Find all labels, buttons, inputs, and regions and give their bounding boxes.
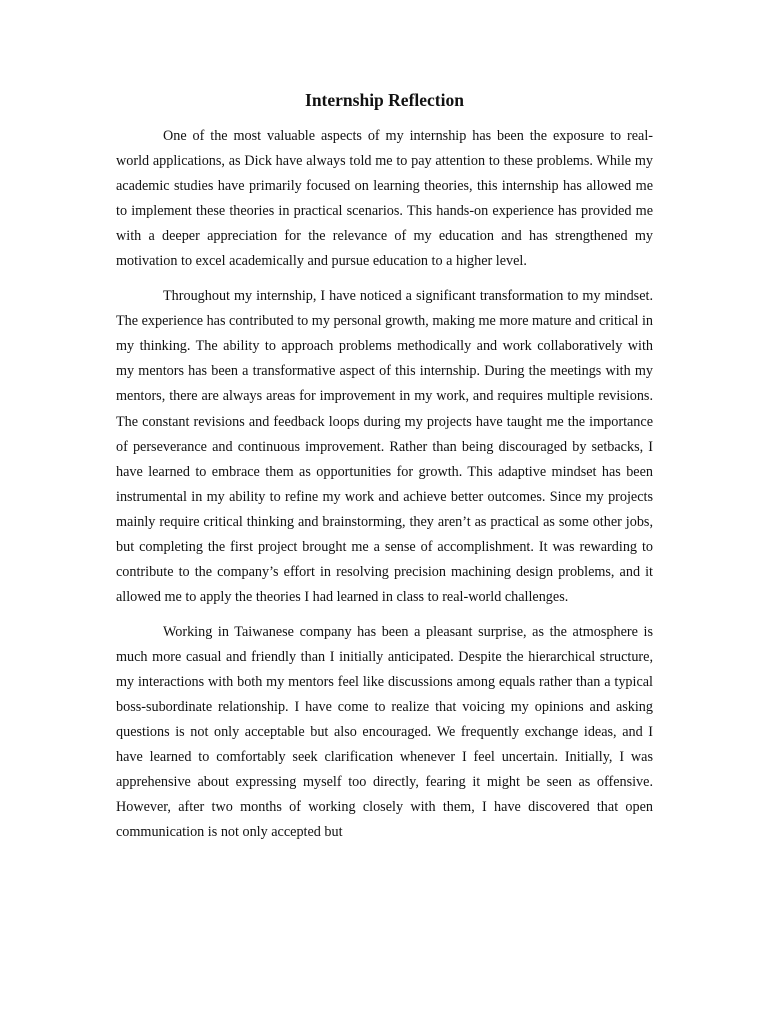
paragraph-mindset: Throughout my internship, I have noticed a significant transformation to my mindset. The experience has contributed to my personal growth, making me more mature and critical in my thinking. The ability to approach problems methodically and work collaboratively with my mentors has been a transformative aspect of this internship. During the meetings with my mentors, there are always areas for improvement in my work, and requires multiple revisions. The constant revisions and feedback loops during my projects have taught me the importance of perseverance and continuous improvement. Rather than being discouraged by setbacks, I have learned to embrace them as opportunities for growth. This adaptive mindset has been instrumental in my ability to refine my work and achieve better outcomes. Since my projects mainly require critical thinking and brainstorming, they aren’t as practical as some other jobs, but completing the first project brought me a sense of accomplishment. It was rewarding to contribute to the company’s effort in resolving precision machining design problems, and it allowed me to apply the theories I had learned in class to real-world challenges.: [116, 288, 653, 605]
paragraph-workplace: Working in Taiwanese company has been a pleasant surprise, as the atmosphere is much more casual and friendly than I initially anticipated. Despite the hierarchical structure, my interactions with both my mentors feel like discussions among equals rather than a typical boss-subordinate relationship. I have come to realize that voicing my opinions and asking questions is not only acceptable but also encouraged. We frequently exchange ideas, and I have learned to comfortably seek clarification whenever I feel uncertain. Initially, I was apprehensive about expressing myself too directly, fearing it might be seen as offensive. However, after two months of working closely with them, I have discovered that open communication is not only accepted but: [116, 623, 653, 841]
document-title: Internship Reflection: [305, 90, 464, 110]
document-body: [116, 88, 653, 845]
paragraph-exposure: One of the most valuable aspects of my internship has been the exposure to real-world applications, as Dick have always told me to pay attention to these problems. While my academic studies have primarily focused on learning theories, this internship has allowed me to implement these theories in practical scenarios. This hands-on experience has provided me with a deeper appreciation for the relevance of my education and has strengthened my motivation to excel academically and pursue education to a higher level.: [116, 128, 653, 270]
